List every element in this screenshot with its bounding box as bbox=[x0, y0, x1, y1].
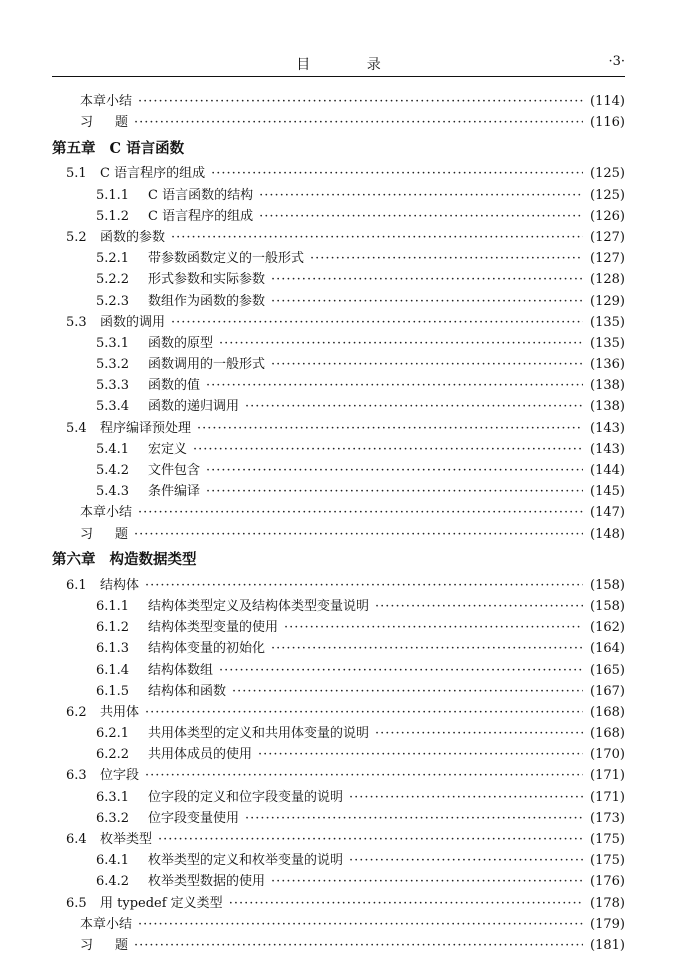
subsection-page: (144) bbox=[590, 463, 625, 478]
toc-entry-title-b: 题 bbox=[115, 937, 129, 953]
subsection-number: 5.2.3 bbox=[96, 293, 130, 309]
subsection-page: (158) bbox=[590, 598, 625, 614]
subsection-page: (126) bbox=[590, 208, 625, 224]
section-title: 函数的调用 bbox=[100, 314, 166, 330]
leader-dots bbox=[145, 768, 583, 783]
subsection-number: 6.1.3 bbox=[96, 641, 130, 657]
subsection-title: 结构体类型定义及结构体类型变量说明 bbox=[148, 598, 370, 614]
subsection-title: 位字段变量使用 bbox=[148, 810, 240, 826]
section-title: C 语言程序的组成 bbox=[100, 166, 206, 182]
subsection-title: 结构体类型变量的使用 bbox=[148, 620, 279, 636]
subsection-title: 结构体数组 bbox=[148, 662, 214, 678]
toc-subsection-6-3-2[interactable] bbox=[52, 807, 625, 828]
leader-dots bbox=[271, 357, 583, 372]
leader-dots bbox=[259, 209, 583, 224]
leader-dots bbox=[219, 663, 583, 678]
leader-dots bbox=[232, 684, 583, 699]
toc-subsection-6-1-3[interactable] bbox=[52, 637, 625, 658]
subsection-page: (135) bbox=[590, 335, 625, 351]
toc-subsection-5-2-2[interactable] bbox=[52, 268, 625, 289]
subsection-title: 共用体成员的使用 bbox=[148, 747, 253, 763]
toc-subsection-5-1-1[interactable] bbox=[52, 184, 625, 205]
toc-subsection-6-1-4[interactable] bbox=[52, 659, 625, 680]
leader-dots bbox=[211, 166, 583, 181]
toc-section-6-4[interactable] bbox=[52, 828, 625, 849]
toc-entry-page: (116) bbox=[590, 115, 625, 131]
toc-subsection-5-3-4[interactable] bbox=[52, 395, 625, 416]
toc-subsection-5-4-2[interactable] bbox=[52, 459, 625, 480]
leader-dots bbox=[145, 578, 583, 593]
section-page: (178) bbox=[590, 895, 625, 911]
subsection-title: 函数的值 bbox=[148, 378, 201, 394]
section-page: (168) bbox=[590, 704, 625, 720]
section-title: 共用体 bbox=[100, 704, 140, 720]
section-page: (135) bbox=[590, 314, 625, 330]
subsection-number: 5.1.1 bbox=[96, 187, 130, 203]
subsection-number: 5.3.4 bbox=[96, 399, 130, 415]
subsection-title: 文件包含 bbox=[148, 463, 201, 478]
toc-section-5-4[interactable] bbox=[52, 417, 625, 438]
section-title: 用 typedef 定义类型 bbox=[100, 895, 223, 911]
toc-entry-title: 本章小结 bbox=[80, 916, 133, 932]
leader-dots bbox=[310, 251, 583, 266]
toc-section-6-5[interactable] bbox=[52, 892, 625, 913]
subsection-page: (138) bbox=[590, 399, 625, 415]
toc-subsection-6-4-1[interactable] bbox=[52, 849, 625, 870]
subsection-page: (138) bbox=[590, 378, 625, 394]
leader-dots bbox=[206, 378, 583, 393]
subsection-number: 5.3.2 bbox=[96, 357, 130, 373]
toc-entry-exercises-ch6[interactable] bbox=[52, 934, 625, 955]
leader-dots bbox=[134, 115, 583, 130]
leader-dots bbox=[349, 853, 583, 868]
chapter-heading-5[interactable] bbox=[52, 132, 625, 162]
leader-dots bbox=[229, 896, 583, 911]
toc-entry-title: 本章小结 bbox=[80, 94, 133, 109]
subsection-number: 5.4.1 bbox=[96, 441, 130, 457]
subsection-title: 形式参数和实际参数 bbox=[148, 272, 266, 288]
subsection-number: 6.1.1 bbox=[96, 598, 130, 614]
toc-subsection-5-1-2[interactable] bbox=[52, 205, 625, 226]
leader-dots bbox=[284, 620, 583, 635]
toc-section-5-2[interactable] bbox=[52, 226, 625, 247]
toc-entry-summary-ch4[interactable] bbox=[52, 90, 625, 111]
section-number: 5.2 bbox=[66, 229, 87, 245]
section-number: 5.3 bbox=[66, 314, 87, 330]
toc-entry-exercises-ch4[interactable] bbox=[52, 111, 625, 132]
section-number: 6.3 bbox=[66, 768, 87, 784]
subsection-title: C 语言程序的组成 bbox=[148, 208, 254, 224]
leader-dots bbox=[138, 917, 583, 932]
toc-entry-page: (147) bbox=[590, 505, 625, 521]
subsection-number: 6.4.2 bbox=[96, 874, 130, 890]
toc-entry-title-a: 习 bbox=[80, 115, 94, 131]
subsection-page: (125) bbox=[590, 187, 625, 203]
leader-dots bbox=[259, 188, 583, 203]
subsection-number: 5.4.2 bbox=[96, 463, 130, 478]
leader-dots bbox=[349, 790, 583, 805]
chapter-number: 第五章 bbox=[52, 139, 96, 157]
subsection-page: (170) bbox=[590, 747, 625, 763]
section-page: (171) bbox=[590, 768, 625, 784]
toc-entry-title: 本章小结 bbox=[80, 505, 133, 521]
subsection-title: 函数调用的一般形式 bbox=[148, 357, 266, 373]
toc-subsection-6-2-1[interactable] bbox=[52, 722, 625, 743]
subsection-number: 6.4.1 bbox=[96, 853, 130, 869]
subsection-number: 5.4.3 bbox=[96, 484, 130, 500]
subsection-page: (164) bbox=[590, 641, 625, 657]
subsection-number: 5.1.2 bbox=[96, 208, 130, 224]
toc-subsection-5-3-2[interactable] bbox=[52, 353, 625, 374]
toc-subsection-5-3-1[interactable] bbox=[52, 332, 625, 353]
section-number: 6.1 bbox=[66, 577, 87, 593]
subsection-number: 6.1.4 bbox=[96, 662, 130, 678]
subsection-number: 6.1.5 bbox=[96, 683, 130, 699]
leader-dots bbox=[206, 484, 583, 499]
toc-subsection-5-3-3[interactable] bbox=[52, 374, 625, 395]
subsection-page: (127) bbox=[590, 251, 625, 267]
subsection-page: (143) bbox=[590, 441, 625, 457]
section-title: 函数的参数 bbox=[100, 229, 166, 245]
page-number: ·3· bbox=[608, 54, 625, 69]
subsection-page: (167) bbox=[590, 683, 625, 699]
subsection-title: 宏定义 bbox=[148, 441, 188, 457]
section-page: (175) bbox=[590, 832, 625, 847]
leader-dots bbox=[171, 230, 583, 245]
leader-dots bbox=[138, 94, 583, 109]
toc-subsection-6-1-5[interactable] bbox=[52, 680, 625, 701]
subsection-page: (162) bbox=[590, 620, 625, 636]
subsection-number: 5.3.3 bbox=[96, 378, 130, 394]
section-page: (158) bbox=[590, 577, 625, 593]
leader-dots bbox=[271, 641, 583, 656]
subsection-number: 6.3.1 bbox=[96, 789, 130, 805]
section-number: 5.4 bbox=[66, 420, 87, 436]
toc-entry-exercises-ch5[interactable] bbox=[52, 523, 625, 544]
toc-subsection-5-4-3[interactable] bbox=[52, 480, 625, 501]
subsection-number: 6.2.1 bbox=[96, 726, 130, 742]
toc-entry-summary-ch6[interactable] bbox=[52, 913, 625, 934]
header-rule bbox=[52, 76, 625, 77]
subsection-page: (136) bbox=[590, 357, 625, 373]
section-page: (125) bbox=[590, 166, 625, 182]
leader-dots bbox=[375, 726, 583, 741]
section-number: 5.1 bbox=[66, 166, 87, 182]
chapter-title: C 语言函数 bbox=[109, 139, 185, 157]
leader-dots bbox=[206, 463, 583, 478]
leader-dots bbox=[158, 832, 583, 847]
toc-entry-page: (181) bbox=[590, 937, 625, 953]
toc-entry-page: (148) bbox=[590, 526, 625, 542]
section-title: 结构体 bbox=[100, 577, 140, 593]
leader-dots bbox=[245, 399, 583, 414]
subsection-title: 枚举类型的定义和枚举变量的说明 bbox=[148, 853, 344, 869]
leader-dots bbox=[219, 336, 583, 351]
subsection-number: 5.2.2 bbox=[96, 272, 130, 288]
toc-subsection-6-3-1[interactable] bbox=[52, 786, 625, 807]
leader-dots bbox=[171, 315, 583, 330]
subsection-number: 5.2.1 bbox=[96, 251, 130, 267]
subsection-title: 函数的递归调用 bbox=[148, 399, 240, 415]
subsection-title: 带参数函数定义的一般形式 bbox=[148, 251, 305, 267]
toc-entry-page: (179) bbox=[590, 916, 625, 932]
section-page: (127) bbox=[590, 229, 625, 245]
section-number: 6.4 bbox=[66, 832, 87, 847]
toc-subsection-6-4-2[interactable] bbox=[52, 870, 625, 891]
leader-dots bbox=[138, 505, 583, 520]
toc-subsection-5-2-1[interactable] bbox=[52, 247, 625, 268]
subsection-page: (145) bbox=[590, 484, 625, 500]
toc-section-6-2[interactable] bbox=[52, 701, 625, 722]
subsection-title: C 语言函数的结构 bbox=[148, 187, 254, 203]
leader-dots bbox=[134, 527, 583, 542]
subsection-number: 5.3.1 bbox=[96, 335, 130, 351]
toc-subsection-6-2-2[interactable] bbox=[52, 743, 625, 764]
toc-entry-page: (114) bbox=[590, 94, 625, 109]
toc-subsection-6-1-1[interactable] bbox=[52, 595, 625, 616]
leader-dots bbox=[245, 811, 583, 826]
subsection-page: (168) bbox=[590, 726, 625, 742]
subsection-page: (129) bbox=[590, 293, 625, 309]
subsection-title: 结构体变量的初始化 bbox=[148, 641, 266, 657]
subsection-title: 共用体类型的定义和共用体变量的说明 bbox=[148, 726, 370, 742]
toc-subsection-5-2-3[interactable] bbox=[52, 290, 625, 311]
subsection-page: (173) bbox=[590, 810, 625, 826]
toc-section-5-3[interactable] bbox=[52, 311, 625, 332]
subsection-page: (176) bbox=[590, 874, 625, 890]
subsection-title: 位字段的定义和位字段变量的说明 bbox=[148, 789, 344, 805]
toc-entry-title-b: 题 bbox=[115, 526, 129, 542]
toc-section-5-1[interactable] bbox=[52, 162, 625, 183]
subsection-number: 6.3.2 bbox=[96, 810, 130, 826]
leader-dots bbox=[271, 272, 583, 287]
toc-section-6-1[interactable] bbox=[52, 574, 625, 595]
section-number: 6.2 bbox=[66, 704, 87, 720]
leader-dots bbox=[145, 705, 583, 720]
subsection-title: 枚举类型数据的使用 bbox=[148, 874, 266, 890]
leader-dots bbox=[375, 599, 583, 614]
toc-section-6-3[interactable] bbox=[52, 764, 625, 785]
subsection-number: 6.2.2 bbox=[96, 747, 130, 763]
chapter-heading-6[interactable] bbox=[52, 544, 625, 574]
toc-entry-summary-ch5[interactable] bbox=[52, 501, 625, 522]
subsection-page: (175) bbox=[590, 853, 625, 869]
table-of-contents bbox=[52, 90, 625, 955]
leader-dots bbox=[271, 874, 583, 889]
toc-entry-title-a: 习 bbox=[80, 526, 94, 542]
page-title: 目 录 bbox=[296, 57, 407, 73]
subsection-page: (128) bbox=[590, 272, 625, 288]
subsection-page: (165) bbox=[590, 662, 625, 678]
subsection-title: 数组作为函数的参数 bbox=[148, 293, 266, 309]
leader-dots bbox=[197, 421, 583, 436]
toc-entry-title-a: 习 bbox=[80, 937, 94, 953]
leader-dots bbox=[258, 747, 583, 762]
page-header bbox=[52, 50, 625, 76]
leader-dots bbox=[193, 442, 583, 457]
section-title: 枚举类型 bbox=[100, 832, 153, 847]
subsection-page: (171) bbox=[590, 789, 625, 805]
toc-subsection-5-4-1[interactable] bbox=[52, 438, 625, 459]
chapter-number: 第六章 bbox=[52, 551, 96, 569]
section-title: 位字段 bbox=[100, 768, 140, 784]
subsection-title: 结构体和函数 bbox=[148, 683, 227, 699]
subsection-title: 条件编译 bbox=[148, 484, 201, 500]
subsection-number: 6.1.2 bbox=[96, 620, 130, 636]
leader-dots bbox=[271, 294, 583, 309]
toc-entry-title-b: 题 bbox=[115, 115, 129, 131]
toc-subsection-6-1-2[interactable] bbox=[52, 616, 625, 637]
chapter-title: 构造数据类型 bbox=[109, 551, 197, 569]
section-number: 6.5 bbox=[66, 895, 87, 911]
section-title: 程序编译预处理 bbox=[100, 420, 192, 436]
leader-dots bbox=[134, 938, 583, 953]
section-page: (143) bbox=[590, 420, 625, 436]
subsection-title: 函数的原型 bbox=[148, 335, 214, 351]
